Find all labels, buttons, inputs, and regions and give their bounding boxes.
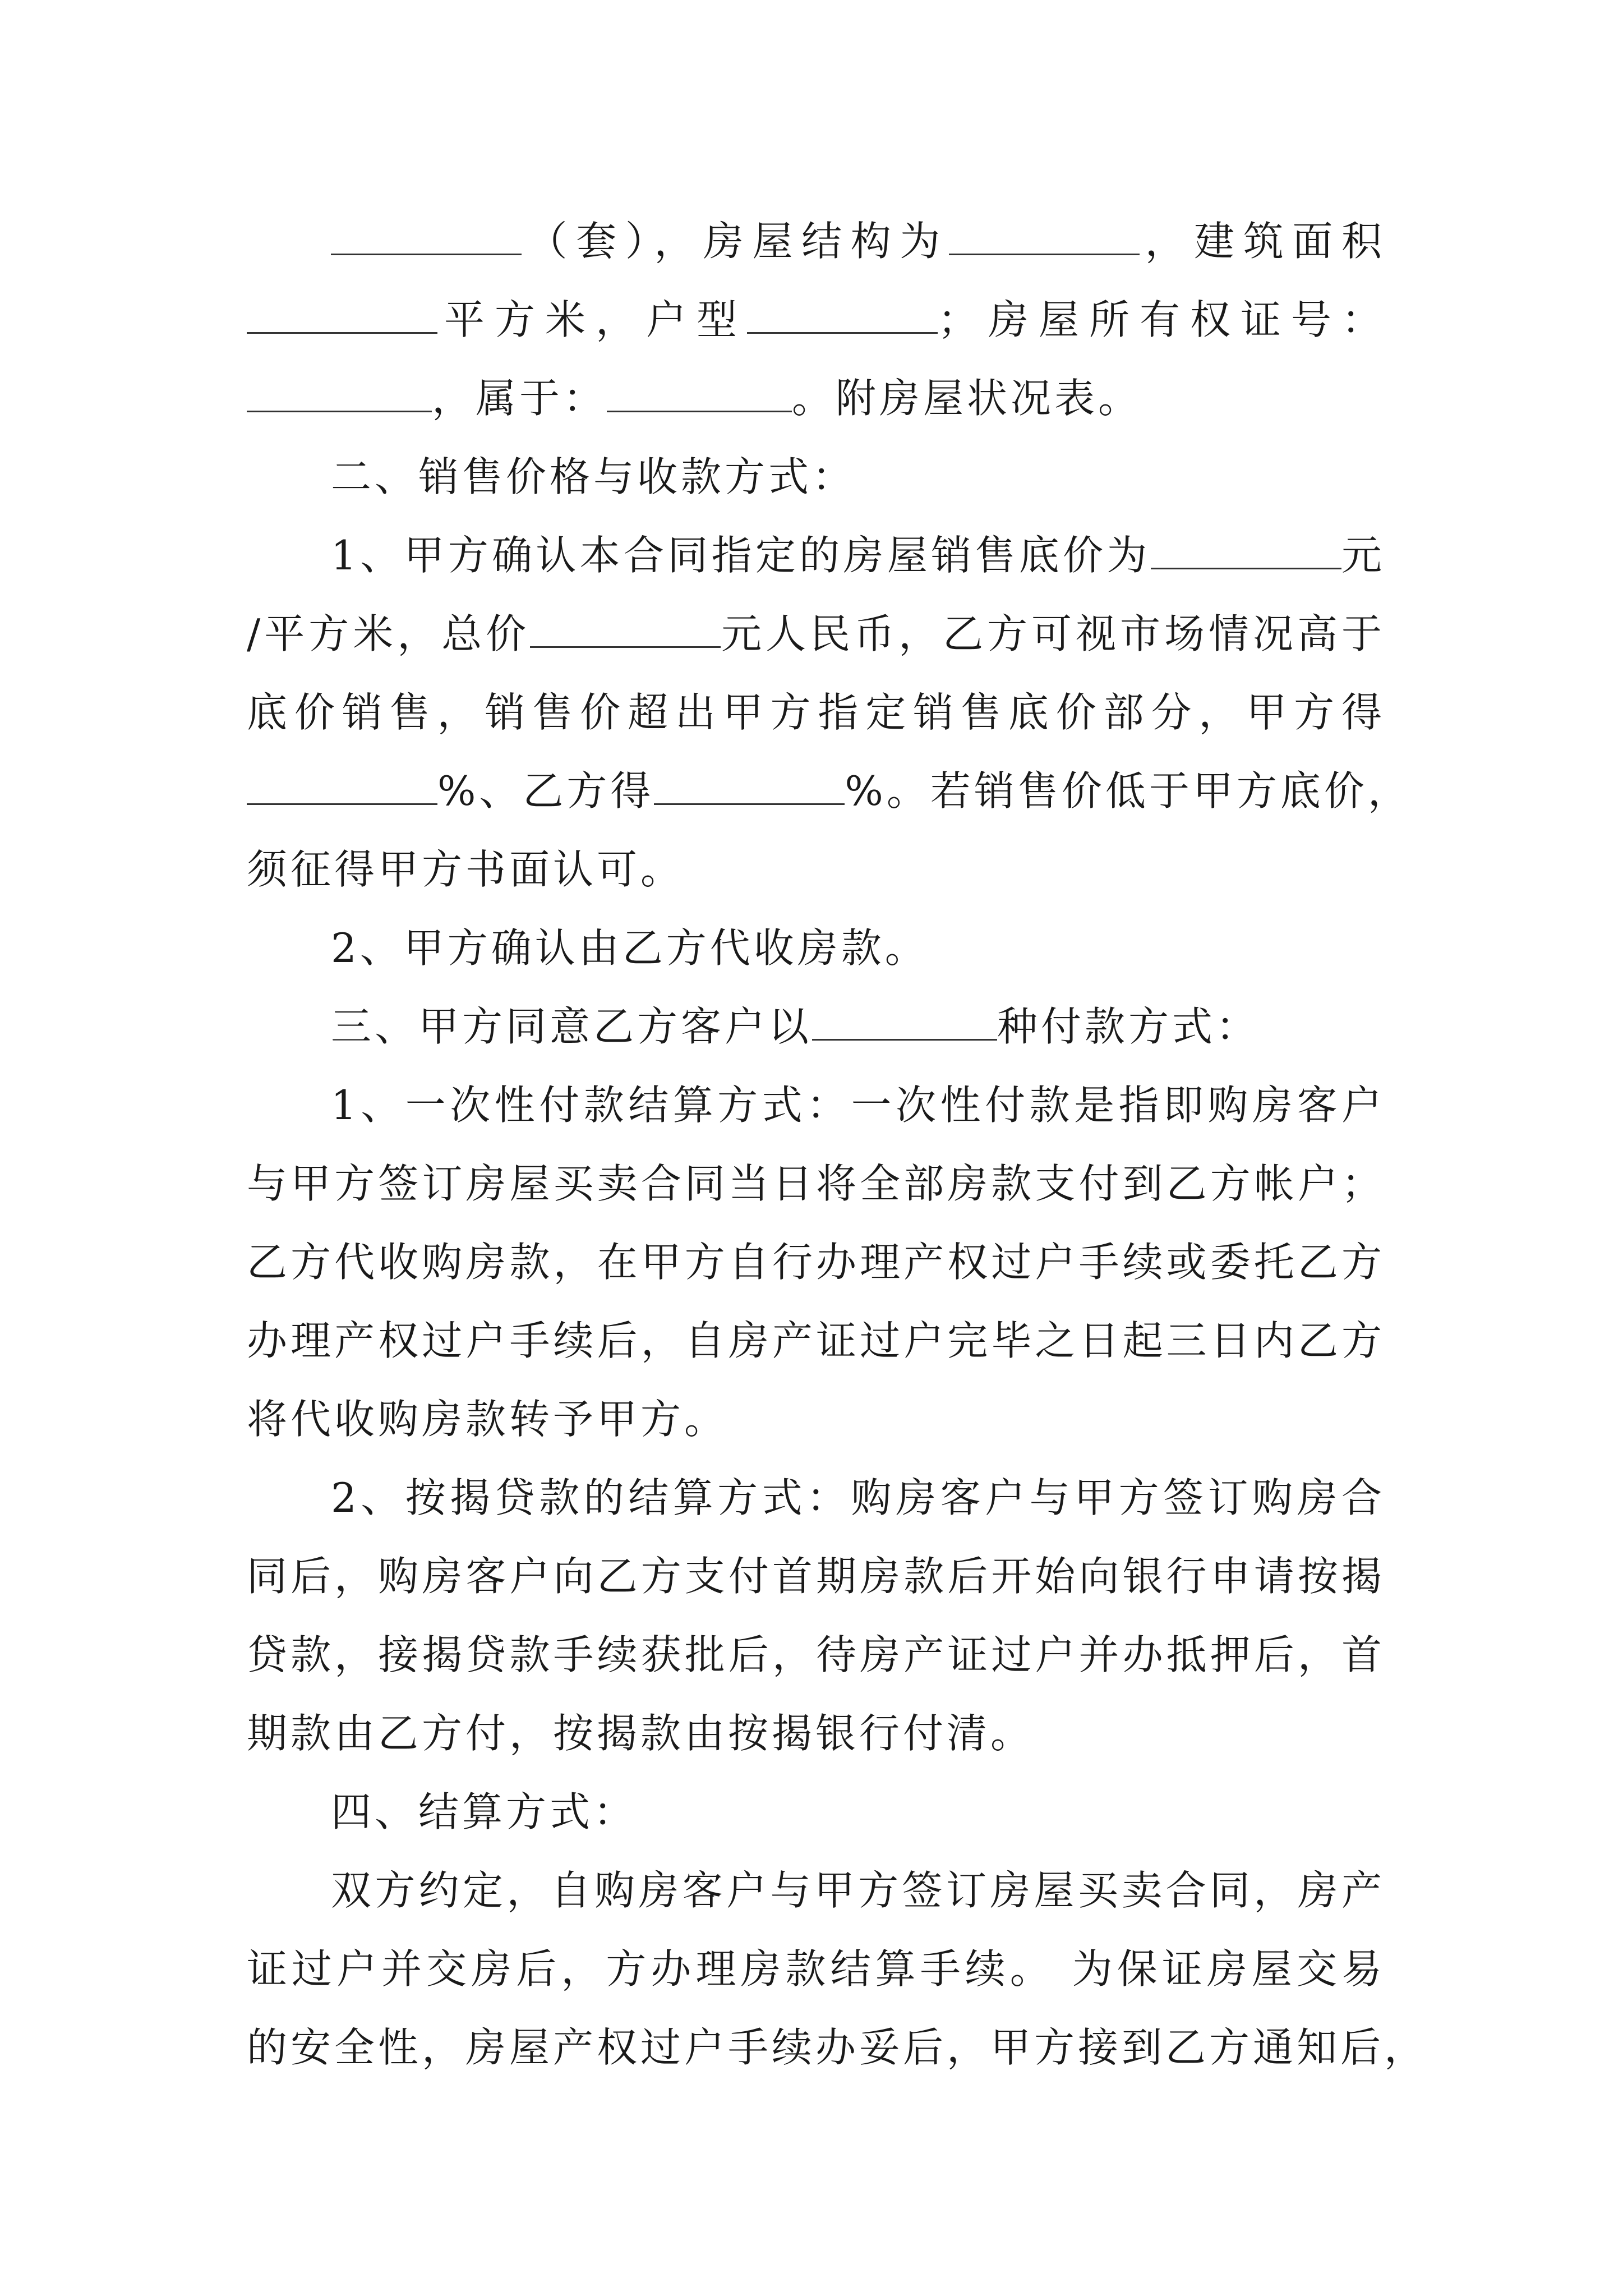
paragraph-line: 办理产权过户手续后，自房产证过户完毕之日起三日内乙方 [247, 1317, 1385, 1364]
paragraph-line: 1、一次性付款结算方式：一次性付款是指即购房客户 [331, 1082, 1385, 1129]
paragraph-line: 乙方代收购房款，在甲方自行办理产权过户手续或委托乙方 [247, 1239, 1385, 1286]
paragraph-line [247, 280, 1385, 359]
paragraph-line: 贷款，接揭贷款手续获批后，待房产证过户并办抵押后，首 [247, 1631, 1385, 1678]
fill-blank[interactable] [654, 770, 845, 805]
fill-blank[interactable] [247, 770, 437, 805]
section-heading: 四、结算方式： [331, 1788, 638, 1835]
paragraph-line: 同后，购房客户向乙方支付首期房款后开始向银行申请按揭 [247, 1553, 1385, 1600]
line-text: 1、甲方确认本合同指定的房屋销售底价为 [331, 532, 1151, 579]
paragraph-line [247, 202, 1385, 280]
section-heading [247, 987, 1385, 1066]
fill-blank[interactable] [747, 298, 938, 334]
line-text: 元人民币，乙方可视市场情况高于 [721, 610, 1385, 657]
line-text: 。附房屋状况表。 [792, 375, 1142, 422]
paragraph-line: 与甲方签订房屋买卖合同当日将全部房款支付到乙方帐户； [247, 1160, 1385, 1207]
paragraph-line [247, 752, 1412, 830]
paragraph-line: 的安全性，房屋产权过户手续办妥后，甲方接到乙方通知后， [247, 2024, 1428, 2071]
line-text: 元 [1341, 532, 1385, 579]
fill-blank[interactable] [812, 1005, 997, 1041]
line-text: ，建筑面积 [1139, 218, 1385, 265]
paragraph-line: 2、按揭贷款的结算方式：购房客户与甲方签订购房合 [331, 1474, 1385, 1521]
fill-blank[interactable] [247, 298, 437, 334]
line-text: %。若销售价低于甲方底价， [845, 767, 1412, 815]
line-text: 平方米，户型 [437, 296, 747, 343]
line-text: ，属于： [432, 375, 607, 422]
paragraph-line: 2、甲方确认由乙方代收房款。 [331, 924, 929, 972]
fill-blank[interactable] [247, 377, 432, 412]
fill-blank[interactable] [949, 220, 1140, 255]
paragraph-line: 期款由乙方付，按揭款由按揭银行付清。 [247, 1710, 1035, 1757]
line-text: %、乙方得 [437, 767, 654, 815]
paragraph-line [247, 516, 1385, 595]
paragraph-line: 证过户并交房后，方办理房款结算手续。 为保证房屋交易 [247, 1945, 1385, 1993]
paragraph-line [247, 359, 1385, 438]
contract-body [247, 202, 1428, 2087]
fill-blank[interactable] [530, 613, 721, 648]
line-text: （套），房屋结构为 [522, 218, 949, 265]
paragraph-line: 将代收购房款转予甲方。 [247, 1396, 728, 1443]
fill-blank[interactable] [607, 377, 792, 412]
paragraph-line: 须征得甲方书面认可。 [247, 846, 685, 893]
line-text: /平方米，总价 [247, 610, 531, 657]
fill-blank[interactable] [331, 220, 522, 255]
line-text: 种付款方式： [997, 1003, 1260, 1050]
paragraph-line: 底价销售，销售价超出甲方指定销售底价部分，甲方得 [247, 689, 1385, 736]
section-heading: 二、销售价格与收款方式： [331, 453, 856, 500]
line-text: 三、甲方同意乙方客户以 [331, 1003, 813, 1050]
paragraph-line: 双方约定，自购房客户与甲方签订房屋买卖合同，房产 [331, 1867, 1385, 1914]
line-text: ；房屋所有权证号： [938, 296, 1385, 343]
fill-blank[interactable] [1151, 534, 1341, 569]
paragraph-line [247, 595, 1385, 673]
